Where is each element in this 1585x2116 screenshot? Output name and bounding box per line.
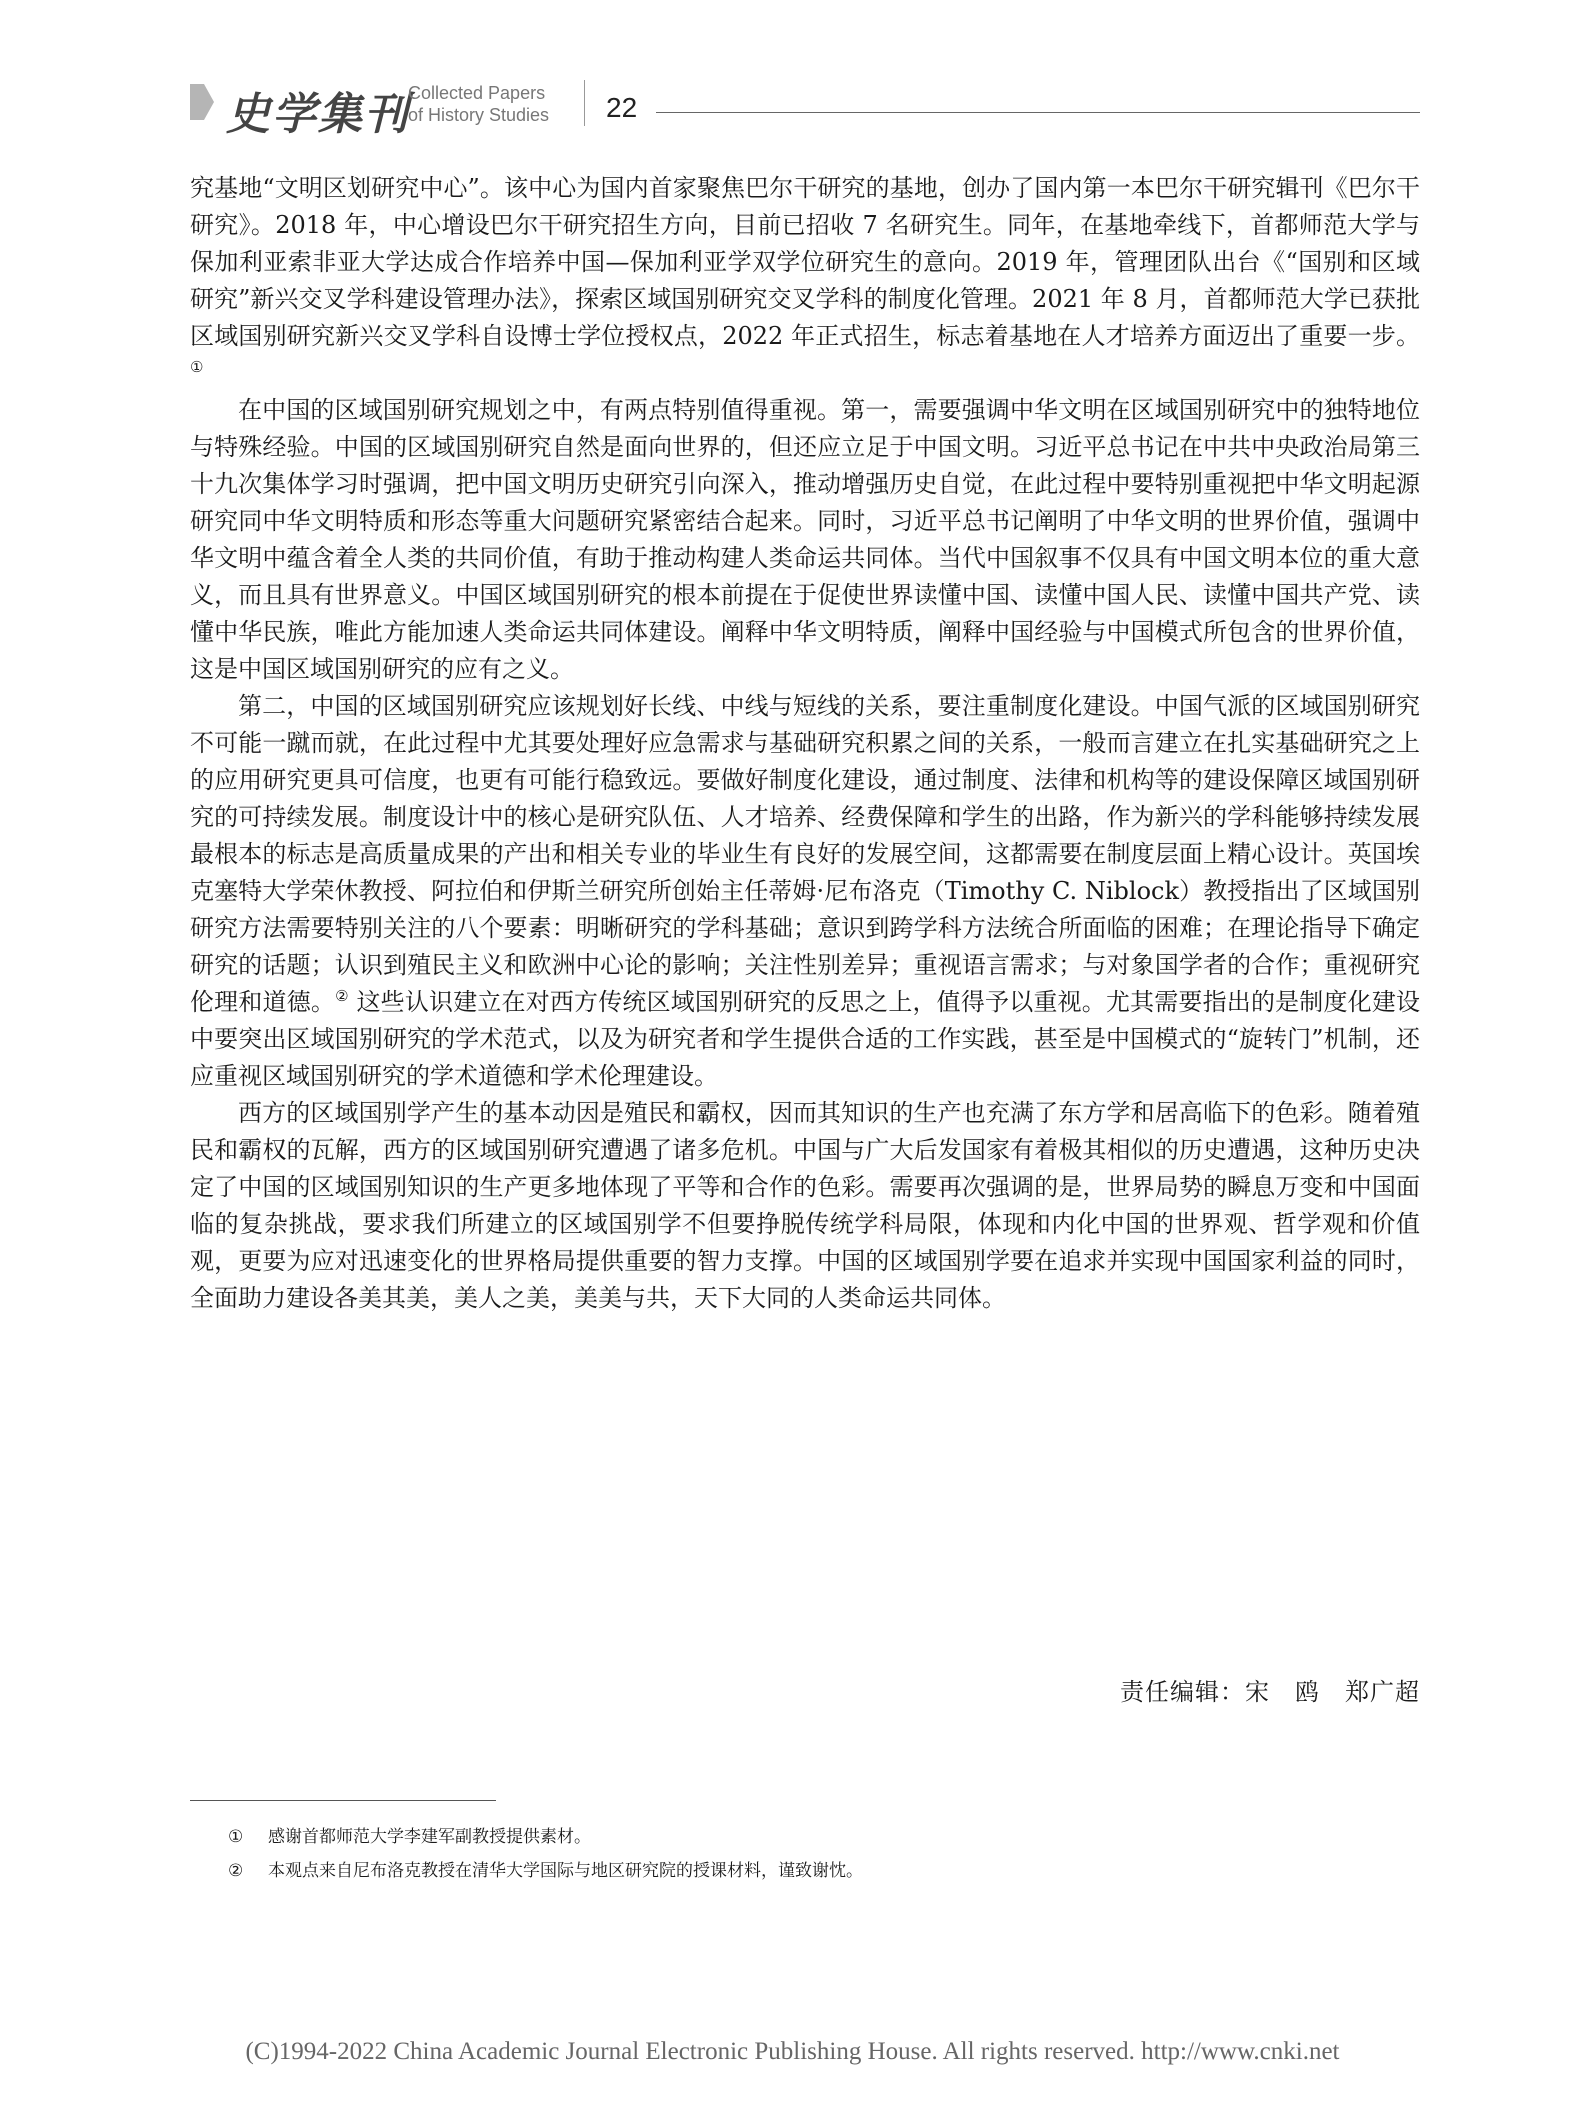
paragraph-4: 西方的区域国别学产生的基本动因是殖民和霸权，因而其知识的生产也充满了东方学和居高临下的色彩。随着殖民和霸权的瓦解，西方的区域国别研究遭遇了诸多危机。中国与广大后发国家有着极其相似的历史遭遇，这种历史决定了中国的区域国别知识的生产更多地体现了平等和合作的色彩。需要再次强调的是，世界局势的瞬息万变和中国面临的复杂挑战，要求我们所建立的区域国别学不但要挣脱传统学科局限，体现和内化中国的世界观、哲学观和价值观，更要为应对迅速变化的世界格局提供重要的智力支撑。中国的区域国别学要在追求并实现中国国家利益的同时，全面助力建设各美其美，美人之美，美美与共，天下大同的人类命运共同体。	[190, 1099, 1420, 1312]
journal-title-line2: of History Studies	[408, 105, 550, 125]
article-body	[190, 170, 1420, 1317]
footnote-1	[228, 1820, 1418, 1854]
paragraph-1-text: 究基地“文明区划研究中心”。该中心为国内首家聚焦巴尔干研究的基地，创办了国内第一本巴尔干研究辑刊《巴尔干研究》。2018 年，中心增设巴尔干研究招生方向，目前已招收 7 名研究生。同年，在基地牵线下，首都师范大学与保加利亚索非亚大学达成合作培养中国—保加利亚学双学位研究生的意向。2019 年，管理团队出台《“国别和区域研究”新兴交叉学科建设管理办法》，探索区域国别研究交叉学科的制度化管理。2021 年 8 月，首都师范大学已获批区域国别研究新兴交叉学科自设博士学位授权点，2022 年正式招生，标志着基地在人才培养方面迈出了重要一步。	[190, 174, 1420, 350]
page-number: 22	[606, 92, 638, 123]
page-header	[190, 72, 1420, 140]
paragraph-3-text-b: 这些认识建立在对西方传统区域国别研究的反思之上，值得予以重视。尤其需要指出的是制度化建设中要突出区域国别研究的学术范式，以及为研究者和学生提供合适的工作实践，甚至是中国模式的“旋转门”机制，还应重视区域国别研究的学术道德和学术伦理建设。	[190, 988, 1420, 1090]
footnote-2	[228, 1854, 1418, 1888]
footnote-ref-2[interactable]: ②	[335, 987, 349, 1005]
paragraph-2: 在中国的区域国别研究规划之中，有两点特别值得重视。第一，需要强调中华文明在区域国别研究中的独特地位与特殊经验。中国的区域国别研究自然是面向世界的，但还应立足于中国文明。习近平总书记在中共中央政治局第三十九次集体学习时强调，把中国文明历史研究引向深入，推动增强历史自觉，在此过程中要特别重视把中华文明起源研究同中华文明特质和形态等重大问题研究紧密结合起来。同时，习近平总书记阐明了中华文明的世界价值，强调中华文明中蕴含着全人类的共同价值，有助于推动构建人类命运共同体。当代中国叙事不仅具有中国文明本位的重大意义，而且具有世界意义。中国区域国别研究的根本前提在于促使世界读懂中国、读懂中国人民、读懂中国共产党、读懂中华民族，唯此方能加速人类命运共同体建设。阐释中华文明特质，阐释中国经验与中国模式所包含的世界价值，这是中国区域国别研究的应有之义。	[190, 396, 1420, 683]
footnote-mark: ②	[228, 1861, 244, 1881]
footnote-ref-1[interactable]: ①	[190, 358, 204, 376]
paragraph-1	[190, 170, 1420, 392]
logo-mark-icon	[190, 84, 204, 120]
footnote-text: 感谢首都师范大学李建军副教授提供素材。	[268, 1827, 591, 1847]
header-divider	[584, 80, 585, 126]
footnote-mark: ①	[228, 1827, 244, 1847]
footnote-text: 本观点来自尼布洛克教授在清华大学国际与地区研究院的授课材料，谨致谢忱。	[268, 1861, 863, 1881]
journal-logo: 史学集刊	[226, 89, 410, 140]
paragraph-3	[190, 688, 1420, 1095]
header-rule	[656, 112, 1420, 113]
copyright-notice: (C)1994-2022 China Academic Journal Electronic Publishing House. All rights reserved. http://www.cnki.net	[245, 2038, 1340, 2065]
footnote-rule	[190, 1800, 496, 1801]
journal-english-title	[408, 82, 549, 126]
paragraph-3-text-a: 第二，中国的区域国别研究应该规划好长线、中线与短线的关系，要注重制度化建设。中国气派的区域国别研究不可能一蹴而就，在此过程中尤其要处理好应急需求与基础研究积累之间的关系，一般而言建立在扎实基础研究之上的应用研究更具可信度，也更有可能行稳致远。要做好制度化建设，通过制度、法律和机构等的建设保障区域国别研究的可持续发展。制度设计中的核心是研究队伍、人才培养、经费保障和学生的出路，作为新兴的学科能够持续发展最根本的标志是高质量成果的产出和相关专业的毕业生有良好的发展空间，这都需要在制度层面上精心设计。英国埃克塞特大学荣休教授、阿拉伯和伊斯兰研究所创始主任蒂姆·尼布洛克（Timothy C. Niblock）教授指出了区域国别研究方法需要特别关注的八个要素：明晰研究的学科基础；意识到跨学科方法统合所面临的困难；在理论指导下确定研究的话题；认识到殖民主义和欧洲中心论的影响；关注性别差异；重视语言需求；与对象国学者的合作；重视研究伦理和道德。	[190, 692, 1420, 1016]
journal-title-line1: Collected Papers	[408, 83, 546, 103]
footnotes	[228, 1820, 1418, 1888]
responsible-editor: 责任编辑：宋 鸥 郑广超	[1120, 1678, 1420, 1706]
